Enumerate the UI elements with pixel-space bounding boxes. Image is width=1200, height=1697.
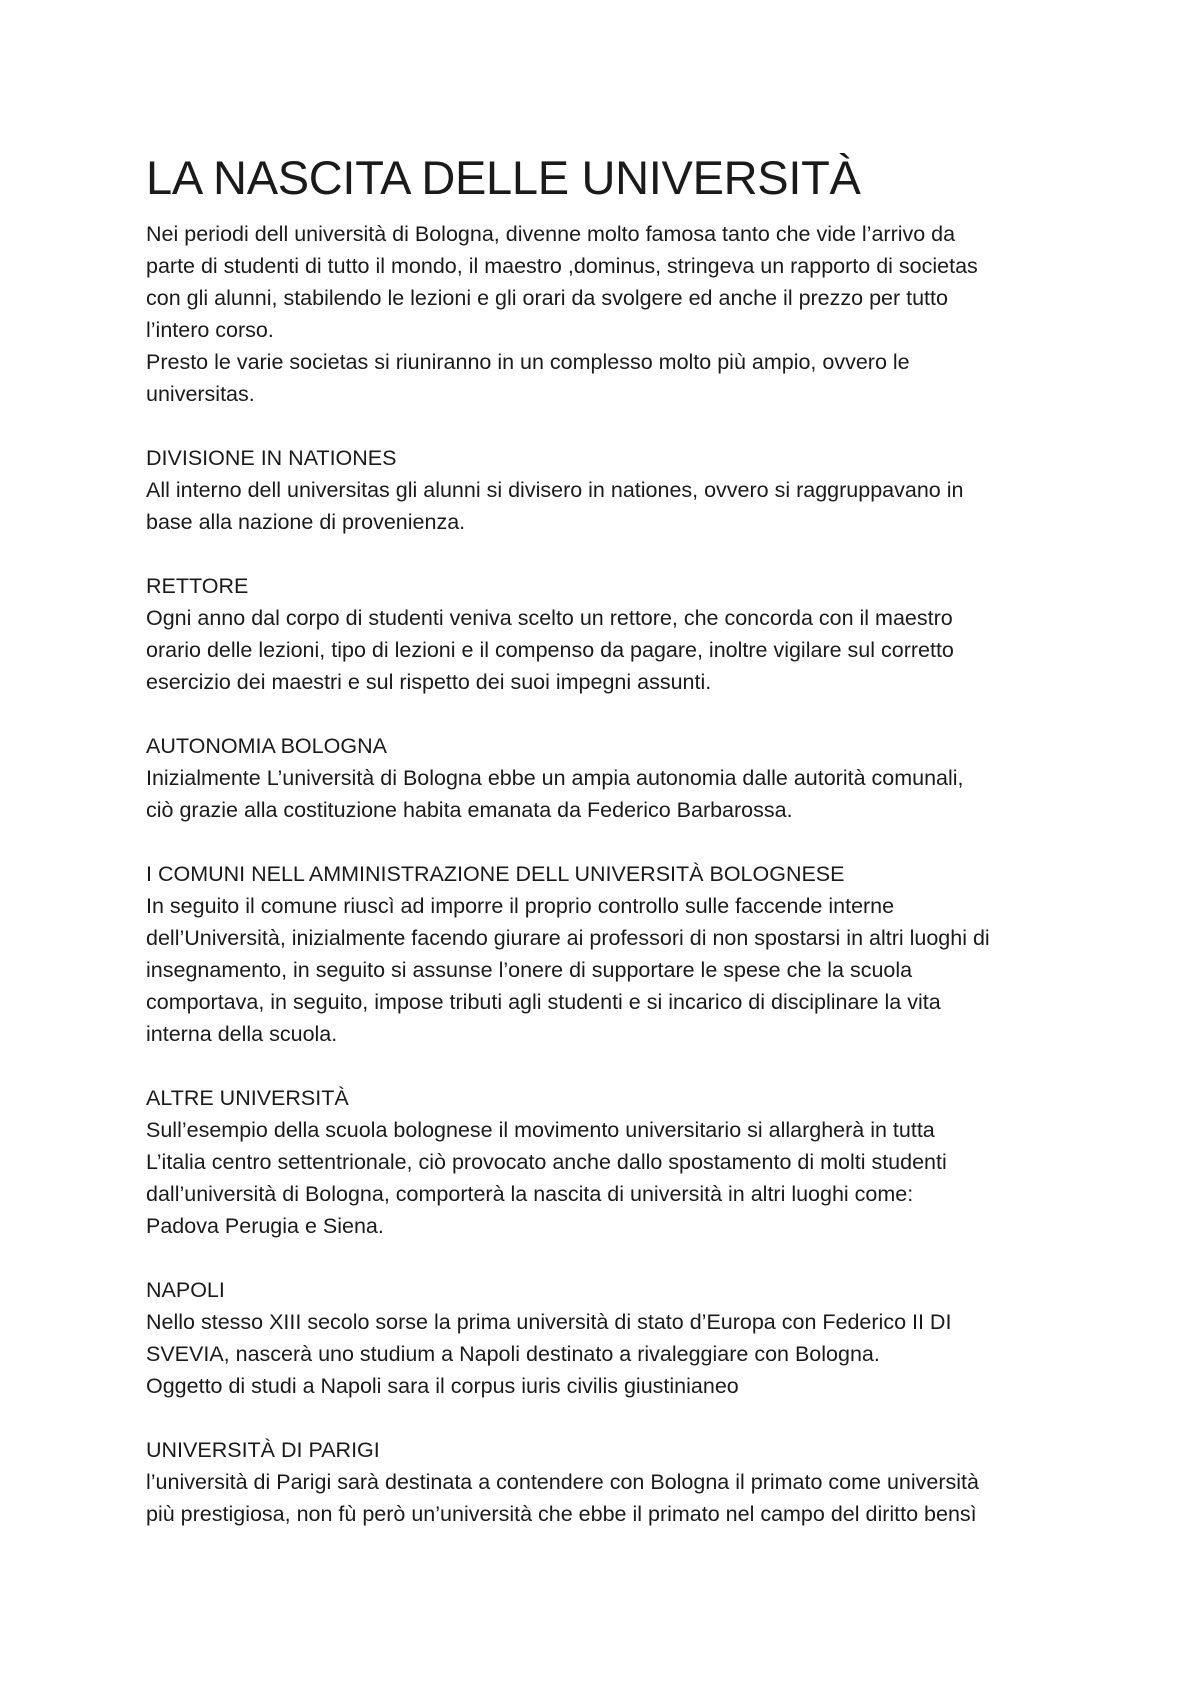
section-autonomia-bologna (146, 730, 1100, 826)
intro-paragraph: Nei periodi dell università di Bologna, divenne molto famosa tanto che vide l’arrivo da parte di studenti di tutto il mondo, il maestro ,dominus, stringeva un rapporto di societas con gli alunni, stabilendo le lezioni e gli orari da svolgere ed anche il prezzo per tutto l’intero corso. (146, 222, 978, 342)
section-body: l’università di Parigi sarà destinata a contendere con Bologna il primato come università più prestigiosa, non fù però un’università che ebbe il primato nel campo del diritto bensì (146, 1470, 979, 1526)
section-rettore (146, 570, 1100, 698)
section-body: In seguito il comune riuscì ad imporre il proprio controllo sulle faccende interne dell’Università, inizialmente facendo giurare ai professori di non spostarsi in altri luoghi di insegnamento, in seguito si assunse l’onere di supportare le spese che la scuola comportava, in seguito, impose tributi agli studenti e si incarico di disciplinare la vita interna della scuola. (146, 894, 990, 1046)
section-heading: UNIVERSITÀ DI PARIGI (146, 1438, 380, 1462)
section-heading: DIVISIONE IN NATIONES (146, 446, 397, 470)
section-body: Nello stesso XIII secolo sorse la prima università di stato d’Europa con Federico II DI SVEVIA, nascerà uno studium a Napoli destinato a rivaleggiare con Bologna. Oggetto di studi a Napoli sara il corpus iuris civilis giustinianeo (146, 1310, 952, 1398)
section-divisione-in-nationes (146, 442, 1100, 538)
section-heading: I COMUNI NELL AMMINISTRAZIONE DELL UNIVERSITÀ BOLOGNESE (146, 862, 845, 886)
section-body: Inizialmente L’università di Bologna ebbe un ampia autonomia dalle autorità comunali, ciò grazie alla costituzione habita emanata da Federico Barbarossa. (146, 766, 964, 822)
section-heading: RETTORE (146, 574, 249, 598)
section-body: Ogni anno dal corpo di studenti veniva scelto un rettore, che concorda con il maestro orario delle lezioni, tipo di lezioni e il compenso da pagare, inoltre vigilare sul corretto esercizio dei maestri e sul rispetto dei suoi impegni assunti. (146, 606, 954, 694)
section-altre-universita (146, 1082, 1100, 1242)
section-heading: NAPOLI (146, 1278, 225, 1302)
section-heading: ALTRE UNIVERSITÀ (146, 1086, 349, 1110)
section-heading: AUTONOMIA BOLOGNA (146, 734, 387, 758)
section-body: All interno dell universitas gli alunni si divisero in nationes, ovvero si raggruppavano in base alla nazione di provenienza. (146, 478, 964, 534)
intro-block (146, 218, 1100, 410)
section-comuni-amministrazione (146, 858, 1100, 1050)
section-napoli (146, 1274, 1100, 1402)
section-universita-di-parigi (146, 1434, 1100, 1530)
intro-paragraph: Presto le varie societas si riuniranno in un complesso molto più ampio, ovvero le universitas. (146, 350, 910, 406)
section-body: Sull’esempio della scuola bolognese il movimento universitario si allargherà in tutta L’italia centro settentrionale, ciò provocato anche dallo spostamento di molti studenti dall’università di Bologna, comporterà la nascita di università in altri luoghi come: Padova Perugia e Siena. (146, 1118, 947, 1238)
page-title: LA NASCITA DELLE UNIVERSITÀ (146, 151, 861, 204)
